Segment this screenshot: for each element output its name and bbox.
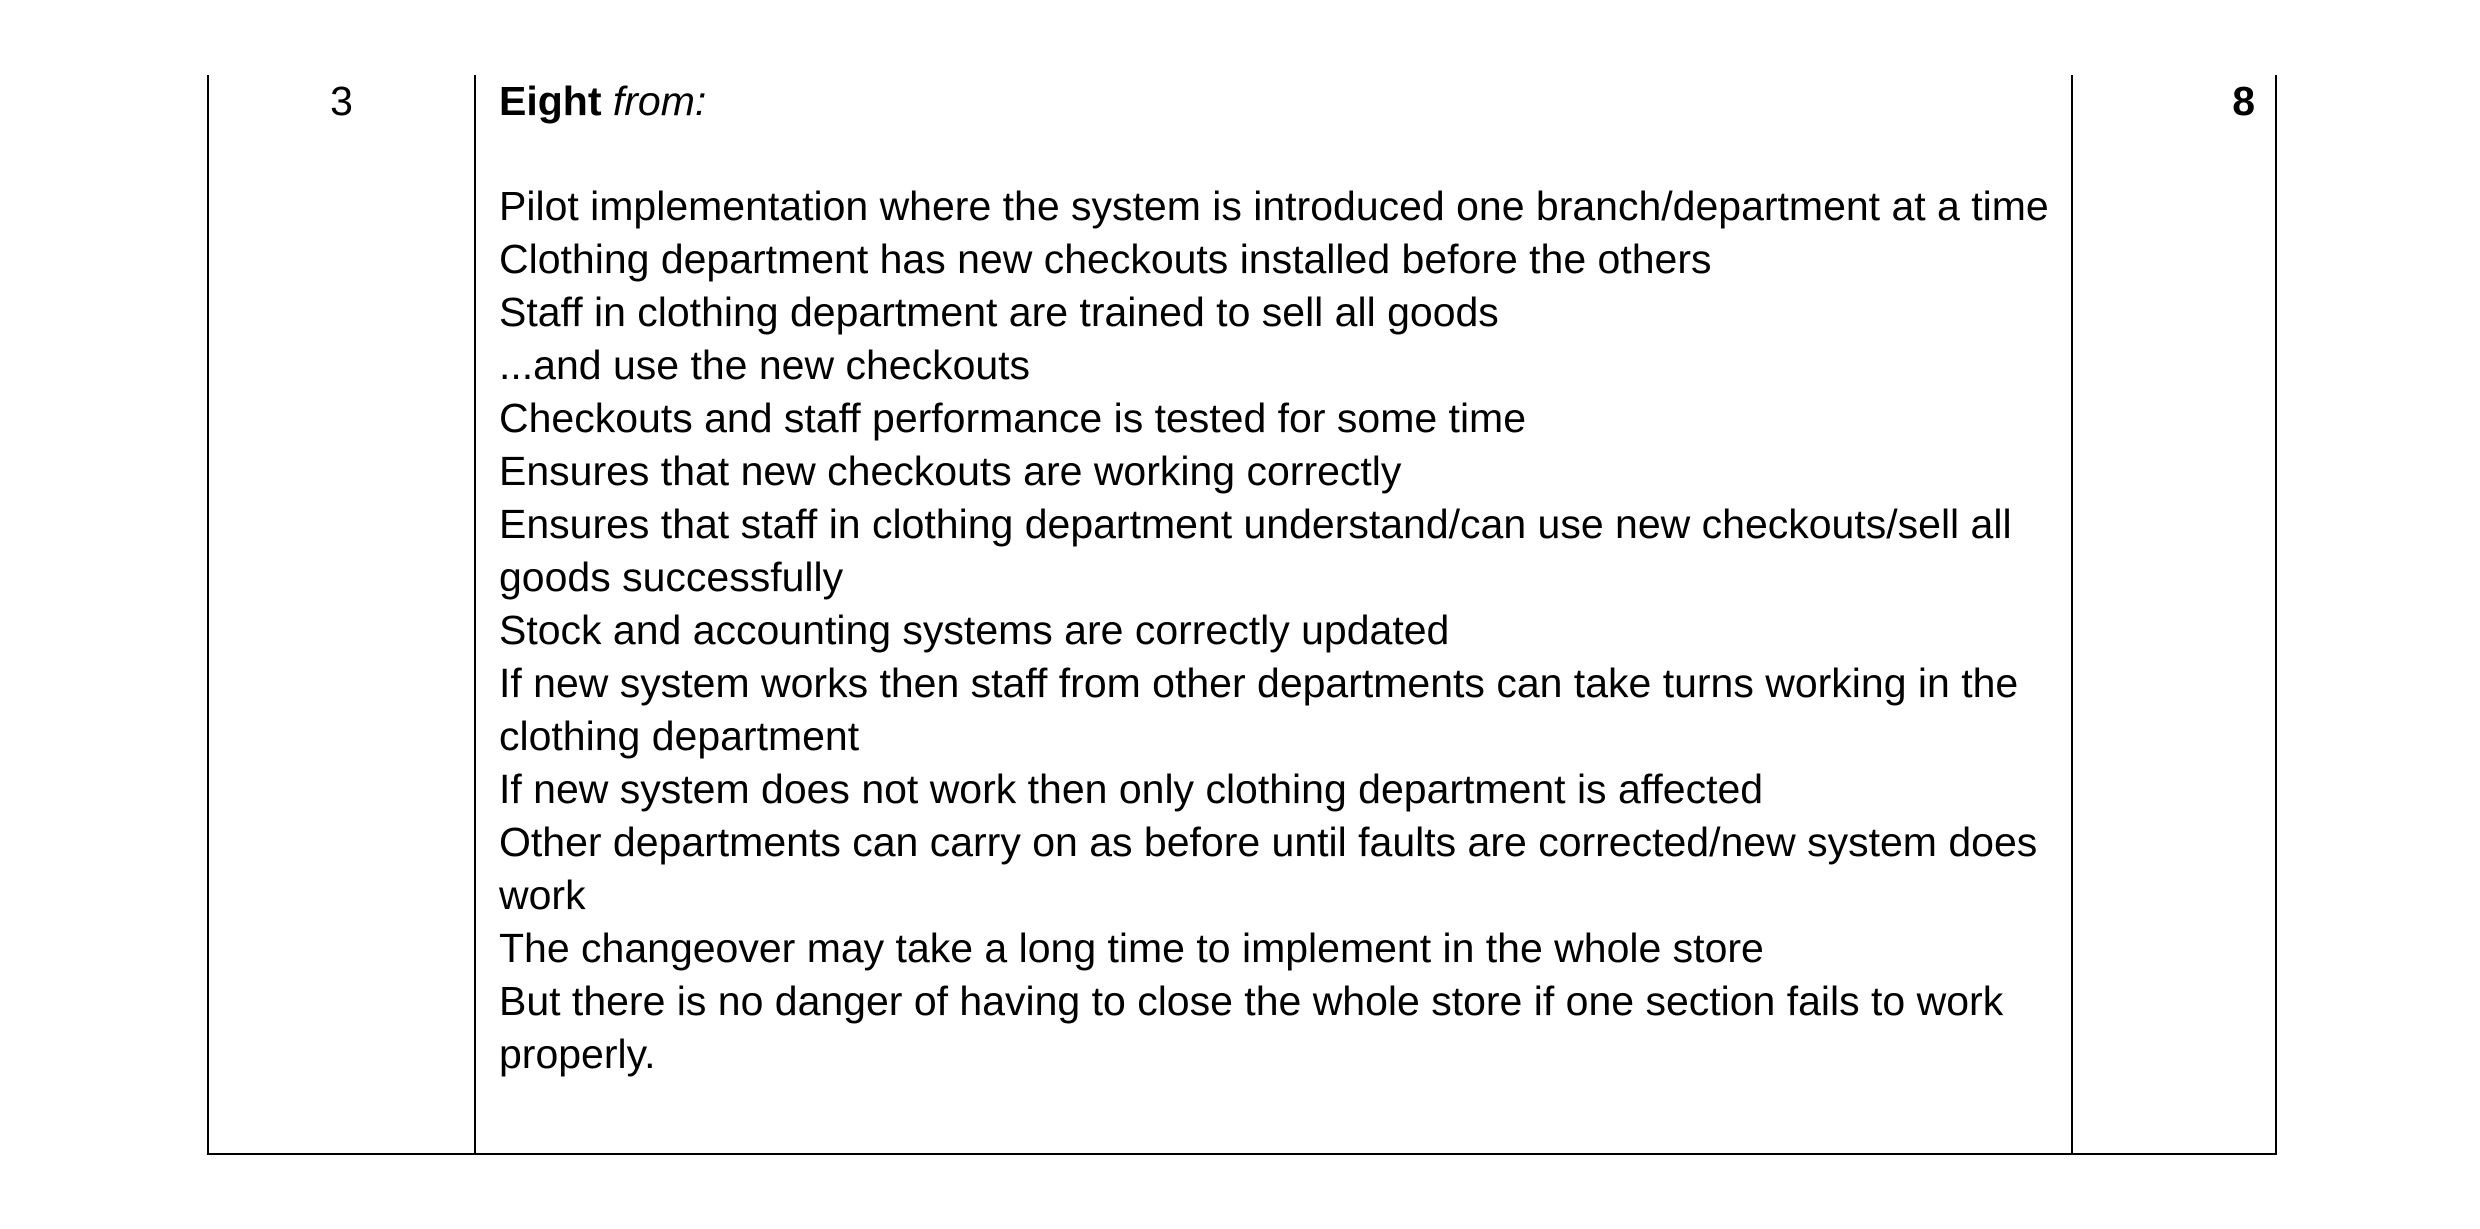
column-divider [474,75,476,1153]
heading-count: Eight [499,78,602,124]
column-divider [2071,75,2073,1153]
answer-point: Stock and accounting systems are correctly updated [499,607,1450,653]
answer-heading [499,75,2059,128]
answer-point: Pilot implementation where the system is introduced one branch/department at a time [499,183,2049,229]
answer-cell [499,75,2059,1081]
heading-from: from: [612,78,707,124]
question-number: 3 [330,78,353,124]
answer-points [499,180,2059,1081]
mark-scheme-table [207,75,2277,1155]
answer-point: If new system works then staff from other departments can take turns working in the clothing department [499,660,2019,759]
marks-value: 8 [2232,78,2255,124]
answer-point: Checkouts and staff performance is tested for some time [499,395,1527,441]
answer-point: Staff in clothing department are trained to sell all goods [499,289,1499,335]
answer-point: Ensures that staff in clothing department understand/can use new checkouts/sell all goods successfully [499,501,2012,600]
answer-point: Clothing department has new checkouts installed before the others [499,236,1712,282]
answer-point: ...and use the new checkouts [499,342,1031,388]
answer-point: If new system does not work then only clothing department is affected [499,766,1764,812]
answer-point: Ensures that new checkouts are working correctly [499,448,1402,494]
answer-point: The changeover may take a long time to implement in the whole store [499,925,1764,971]
answer-point: Other departments can carry on as before until faults are corrected/new system does work [499,819,2038,918]
answer-point: But there is no danger of having to close the whole store if one section fails to work properly. [499,978,2004,1077]
